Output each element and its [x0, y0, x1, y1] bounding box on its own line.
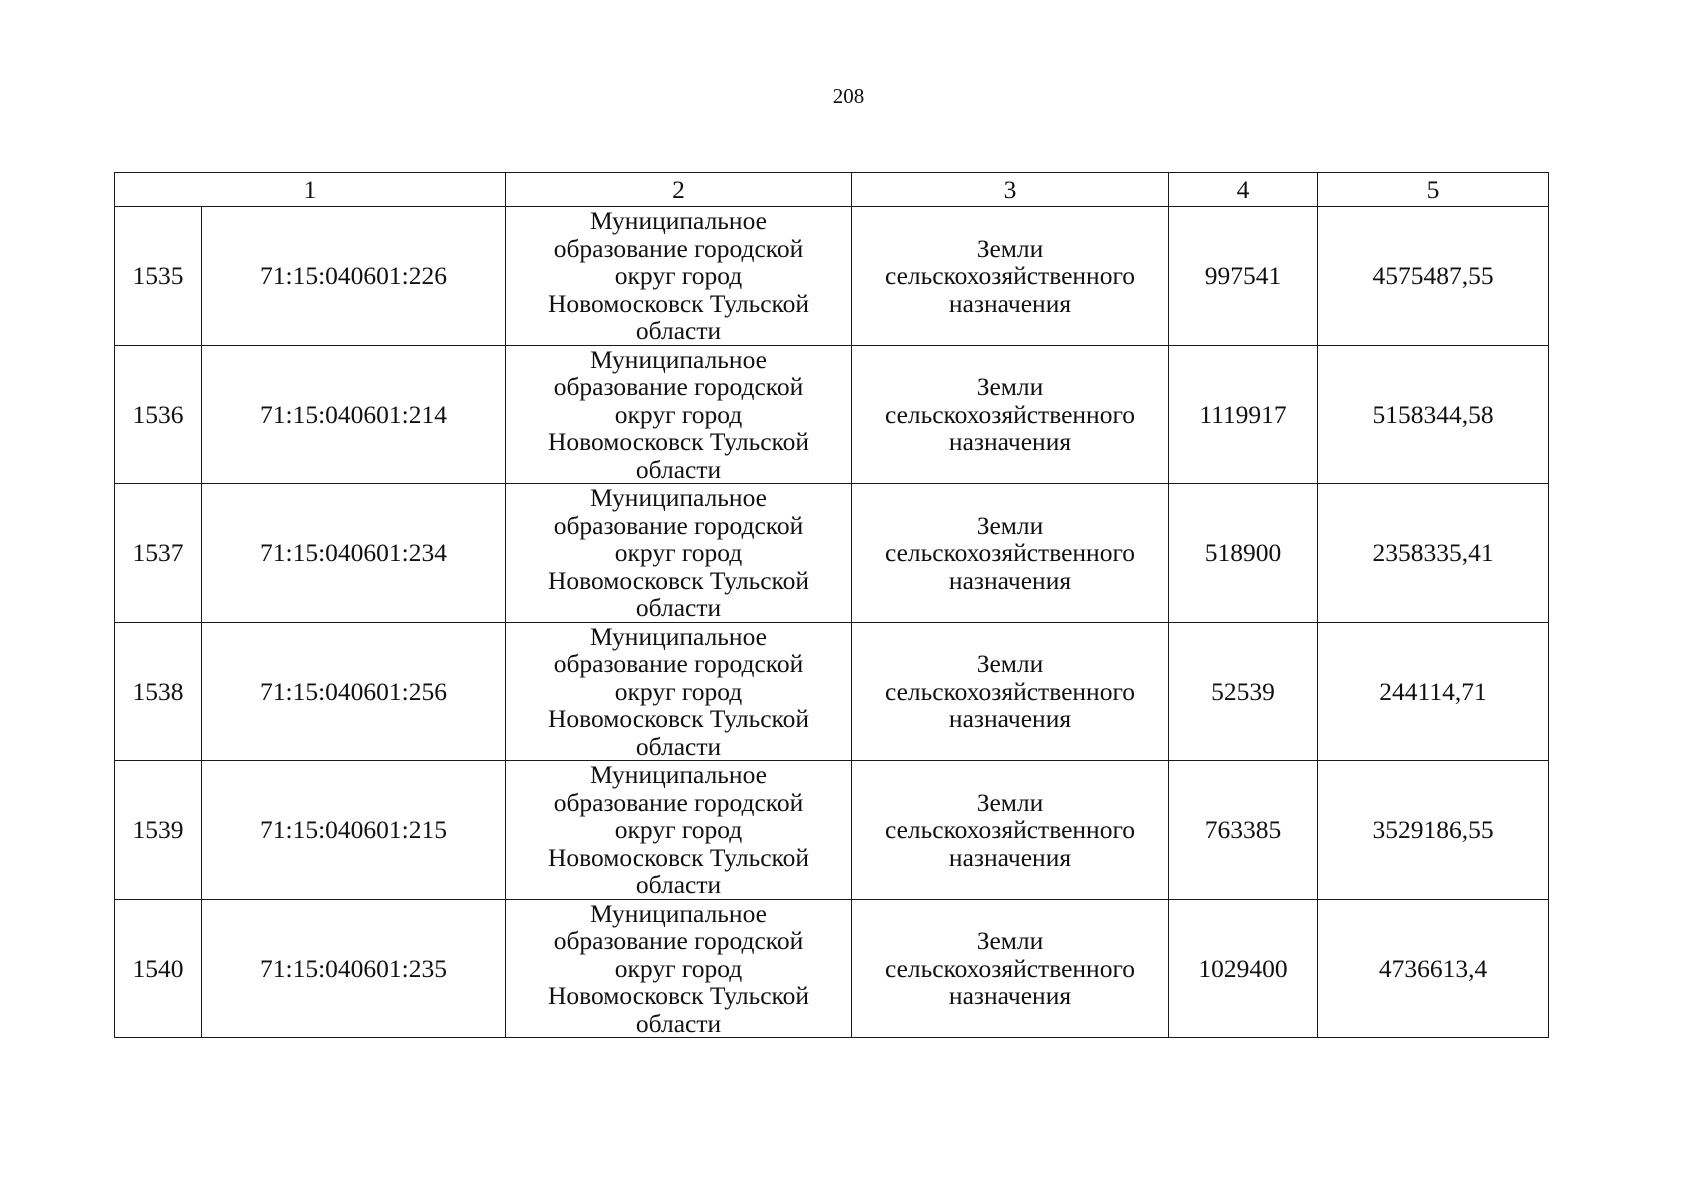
land-category-cell-line: Земли: [976, 233, 1044, 263]
owner-cell-line: округ город: [614, 538, 743, 567]
land-category-cell-line: Земли: [976, 649, 1044, 678]
cadastral-value-cell: 244114,71: [1318, 622, 1549, 761]
owner-cell-line: образование городской: [553, 787, 804, 817]
area-cell: 1029400: [1169, 899, 1318, 1038]
owner-cell-line: образование городской: [553, 926, 804, 955]
owner-cell: [506, 207, 852, 346]
land-category-cell-line: назначения: [948, 427, 1072, 456]
row-number-cell: 1539: [115, 761, 202, 900]
land-category-cell-line: назначения: [948, 288, 1072, 318]
owner-cell-line: области: [635, 454, 722, 484]
land-category-cell-line: сельскохозяйственного: [884, 815, 1136, 844]
land-category-cell-line: назначения: [948, 704, 1072, 733]
owner-cell: [506, 484, 852, 623]
owner-cell-line: Новомосковск Тульской: [547, 427, 810, 456]
table-row: [115, 761, 1549, 900]
owner-cell-line: округ город: [614, 399, 743, 429]
column-number-5: 5: [1318, 173, 1549, 207]
owner-cell-line: образование городской: [553, 372, 804, 401]
cadastral-number-cell: 71:15:040601:235: [202, 899, 506, 1038]
land-category-cell-line: Земли: [976, 926, 1044, 955]
owner-cell-line: образование городской: [553, 233, 804, 263]
land-category-cell-line: Земли: [976, 787, 1044, 817]
row-number-cell: 1535: [115, 207, 202, 346]
owner-cell: [506, 899, 852, 1038]
owner-cell-line: Муниципальное: [590, 760, 767, 789]
column-number-1: 1: [115, 173, 506, 207]
table-row: [115, 899, 1549, 1038]
land-category-cell: [852, 345, 1169, 484]
table-row: [115, 622, 1549, 761]
cadastral-value-cell: 4575487,55: [1318, 207, 1549, 346]
land-category-cell-line: сельскохозяйственного: [884, 953, 1136, 983]
column-number-2: 2: [506, 173, 852, 207]
table-row: [115, 484, 1549, 623]
owner-cell-line: Новомосковск Тульской: [547, 565, 810, 595]
land-category-cell-line: назначения: [948, 565, 1072, 595]
cadastral-number-cell: 71:15:040601:226: [202, 207, 506, 346]
owner-cell-line: области: [635, 1008, 722, 1038]
row-number-cell: 1536: [115, 345, 202, 484]
owner-cell-line: округ город: [614, 953, 743, 983]
owner-cell-line: Новомосковск Тульской: [547, 981, 810, 1010]
owner-cell-line: области: [635, 593, 722, 622]
table-row: [115, 345, 1549, 484]
cadastral-number-cell: 71:15:040601:234: [202, 484, 506, 623]
owner-cell-line: Муниципальное: [590, 899, 767, 928]
owner-cell: [506, 622, 852, 761]
cadastral-value-cell: 4736613,4: [1318, 899, 1549, 1038]
land-category-cell: [852, 761, 1169, 900]
land-category-cell-line: Земли: [976, 372, 1044, 401]
area-cell: 52539: [1169, 622, 1318, 761]
land-category-cell-line: назначения: [948, 981, 1072, 1010]
row-number-cell: 1537: [115, 484, 202, 623]
column-number-3: 3: [852, 173, 1169, 207]
land-category-cell-line: сельскохозяйственного: [884, 538, 1136, 567]
area-cell: 763385: [1169, 761, 1318, 900]
owner-cell-line: округ город: [614, 261, 743, 290]
cadastral-number-cell: 71:15:040601:215: [202, 761, 506, 900]
land-category-cell-line: сельскохозяйственного: [884, 261, 1136, 290]
cadastral-value-cell: 3529186,55: [1318, 761, 1549, 900]
area-cell: 1119917: [1169, 345, 1318, 484]
land-category-cell-line: Земли: [976, 510, 1044, 540]
row-number-cell: 1540: [115, 899, 202, 1038]
owner-cell-line: области: [635, 731, 722, 761]
owner-cell: [506, 345, 852, 484]
cadastral-value-cell: 2358335,41: [1318, 484, 1549, 623]
land-category-cell: [852, 207, 1169, 346]
owner-cell-line: образование городской: [553, 649, 804, 678]
column-number-4: 4: [1169, 173, 1318, 207]
owner-cell-line: Муниципальное: [590, 206, 767, 235]
land-category-cell: [852, 622, 1169, 761]
cadastral-value-cell: 5158344,58: [1318, 345, 1549, 484]
owner-cell-line: Новомосковск Тульской: [547, 842, 810, 872]
owner-cell-line: Муниципальное: [590, 622, 767, 651]
page-number: 208: [832, 84, 865, 108]
owner-cell-line: образование городской: [553, 510, 804, 540]
cadastral-number-cell: 71:15:040601:256: [202, 622, 506, 761]
owner-cell-line: области: [635, 316, 722, 345]
land-category-cell: [852, 484, 1169, 623]
land-registry-table: [114, 172, 1549, 1038]
owner-cell-line: округ город: [614, 676, 743, 706]
owner-cell-line: Новомосковск Тульской: [547, 704, 810, 733]
owner-cell-line: Муниципальное: [590, 483, 767, 512]
area-cell: 518900: [1169, 484, 1318, 623]
owner-cell-line: округ город: [614, 815, 743, 844]
owner-cell-line: Муниципальное: [590, 345, 767, 374]
row-number-cell: 1538: [115, 622, 202, 761]
land-category-cell: [852, 899, 1169, 1038]
column-number-row: [115, 173, 1549, 207]
land-category-cell-line: назначения: [948, 842, 1072, 872]
land-category-cell-line: сельскохозяйственного: [884, 399, 1136, 429]
owner-cell-line: Новомосковск Тульской: [547, 288, 810, 318]
land-category-cell-line: сельскохозяйственного: [884, 676, 1136, 706]
owner-cell-line: области: [635, 870, 722, 899]
table-row: [115, 207, 1549, 346]
cadastral-number-cell: 71:15:040601:214: [202, 345, 506, 484]
owner-cell: [506, 761, 852, 900]
area-cell: 997541: [1169, 207, 1318, 346]
table-body: [115, 173, 1549, 1038]
